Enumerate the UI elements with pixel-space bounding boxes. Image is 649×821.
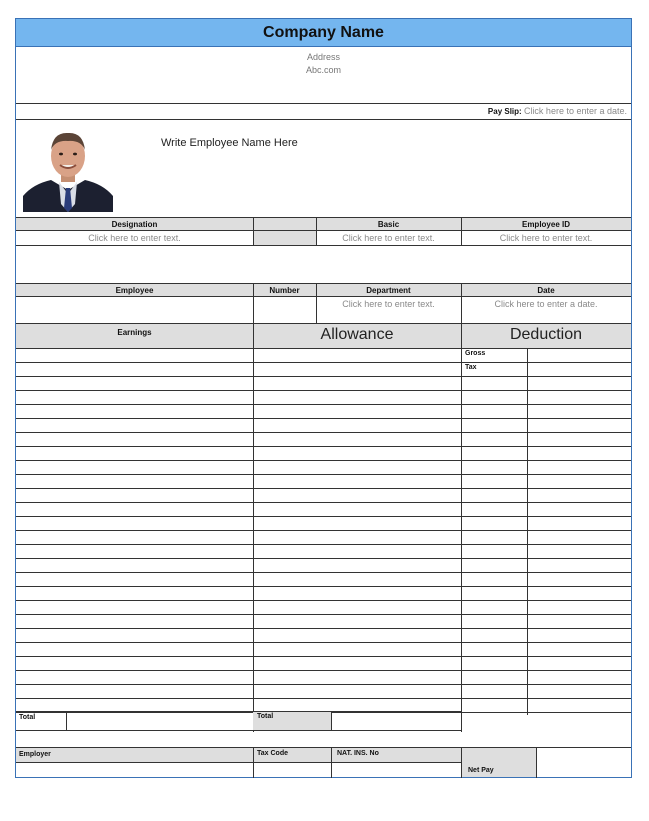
ledger-row-line — [16, 460, 631, 461]
blank-grey-cell — [253, 218, 316, 245]
employee-name[interactable]: Write Employee Name Here — [161, 137, 298, 149]
designation-field[interactable]: Click here to enter text. — [88, 233, 181, 243]
divider — [461, 324, 462, 348]
ledger-row-line — [16, 362, 631, 363]
tax-code-label: Tax Code — [257, 750, 288, 757]
total-left-label: Total — [19, 714, 36, 721]
total-allowance-field[interactable] — [332, 712, 461, 730]
basic-label: Basic — [377, 220, 400, 229]
ledger-row-line — [16, 698, 631, 699]
department-label: Department — [366, 286, 411, 295]
employee-field[interactable] — [16, 297, 253, 323]
company-address[interactable]: Address — [306, 52, 341, 62]
divider — [16, 230, 631, 231]
employer-field[interactable] — [16, 763, 253, 777]
divider — [253, 324, 254, 732]
ledger-row-line — [16, 572, 631, 573]
department-field[interactable]: Click here to enter text. — [342, 299, 435, 309]
divider — [253, 217, 254, 245]
net-pay-field[interactable] — [537, 748, 631, 777]
company-name[interactable]: Company Name — [16, 19, 631, 47]
divider — [16, 217, 631, 218]
nat-ins-label: NAT. INS. No — [337, 750, 379, 757]
ledger-row-line — [16, 376, 631, 377]
employer-label: Employer — [19, 751, 51, 758]
ledger-row-line — [16, 390, 631, 391]
divider — [16, 730, 461, 731]
nat-ins-field[interactable] — [332, 763, 461, 777]
net-pay-label: Net Pay — [468, 767, 494, 774]
ledger-row-line — [16, 628, 631, 629]
ledger-row-line — [16, 642, 631, 643]
earnings-header: Earnings — [117, 328, 152, 337]
payslip-date-field[interactable] — [488, 106, 627, 116]
employee-label: Employee — [115, 286, 154, 295]
divider — [461, 348, 462, 732]
divider — [16, 245, 631, 246]
ledger-row-line — [16, 418, 631, 419]
tax-label: Tax — [465, 364, 477, 371]
designation-label: Designation — [111, 220, 158, 229]
employee-id-field[interactable]: Click here to enter text. — [499, 233, 593, 243]
total-mid-label: Total — [257, 713, 274, 720]
employee-photo[interactable] — [23, 124, 113, 212]
divider — [16, 323, 631, 324]
ledger-row-line — [16, 530, 631, 531]
payslip-label: Pay Slip: — [487, 107, 522, 116]
ledger-row-line — [16, 558, 631, 559]
ledger-row-line — [16, 446, 631, 447]
ledger-row-line — [16, 404, 631, 405]
company-website[interactable]: Abc.com — [305, 65, 341, 75]
payslip-date-placeholder[interactable]: Click here to enter a date. — [523, 106, 627, 116]
allowance-header: Allowance — [320, 326, 394, 343]
divider — [16, 103, 631, 104]
footer-header-row — [16, 748, 461, 762]
ledger-row-line — [16, 432, 631, 433]
gross-label: Gross — [465, 350, 486, 357]
ledger-row-line — [16, 516, 631, 517]
ledger-row-line — [16, 544, 631, 545]
ledger-row-line — [16, 600, 631, 601]
ledger-row-line — [16, 348, 631, 349]
deduction-header: Deduction — [509, 326, 583, 343]
divider — [16, 283, 631, 284]
ledger-row-line — [16, 586, 631, 587]
divider — [527, 348, 528, 715]
date-field[interactable]: Click here to enter a date. — [494, 299, 598, 309]
ledger-row-line — [16, 474, 631, 475]
ledger-row-line — [16, 502, 631, 503]
total-earnings-field[interactable] — [67, 712, 253, 730]
date-label: Date — [537, 286, 555, 295]
ledger-row-line — [16, 684, 631, 685]
ledger-row-line — [16, 488, 631, 489]
ledger-row-line — [16, 670, 631, 671]
payslip-sheet — [15, 18, 632, 778]
number-field[interactable] — [253, 297, 316, 323]
divider — [16, 119, 631, 120]
employee-photo-image — [23, 124, 113, 212]
number-label: Number — [269, 286, 300, 295]
basic-field[interactable]: Click here to enter text. — [342, 233, 435, 243]
ledger-row-line — [16, 614, 631, 615]
ledger-row-line — [16, 656, 631, 657]
tax-code-field[interactable] — [254, 763, 331, 777]
employee-id-label: Employee ID — [521, 220, 570, 229]
